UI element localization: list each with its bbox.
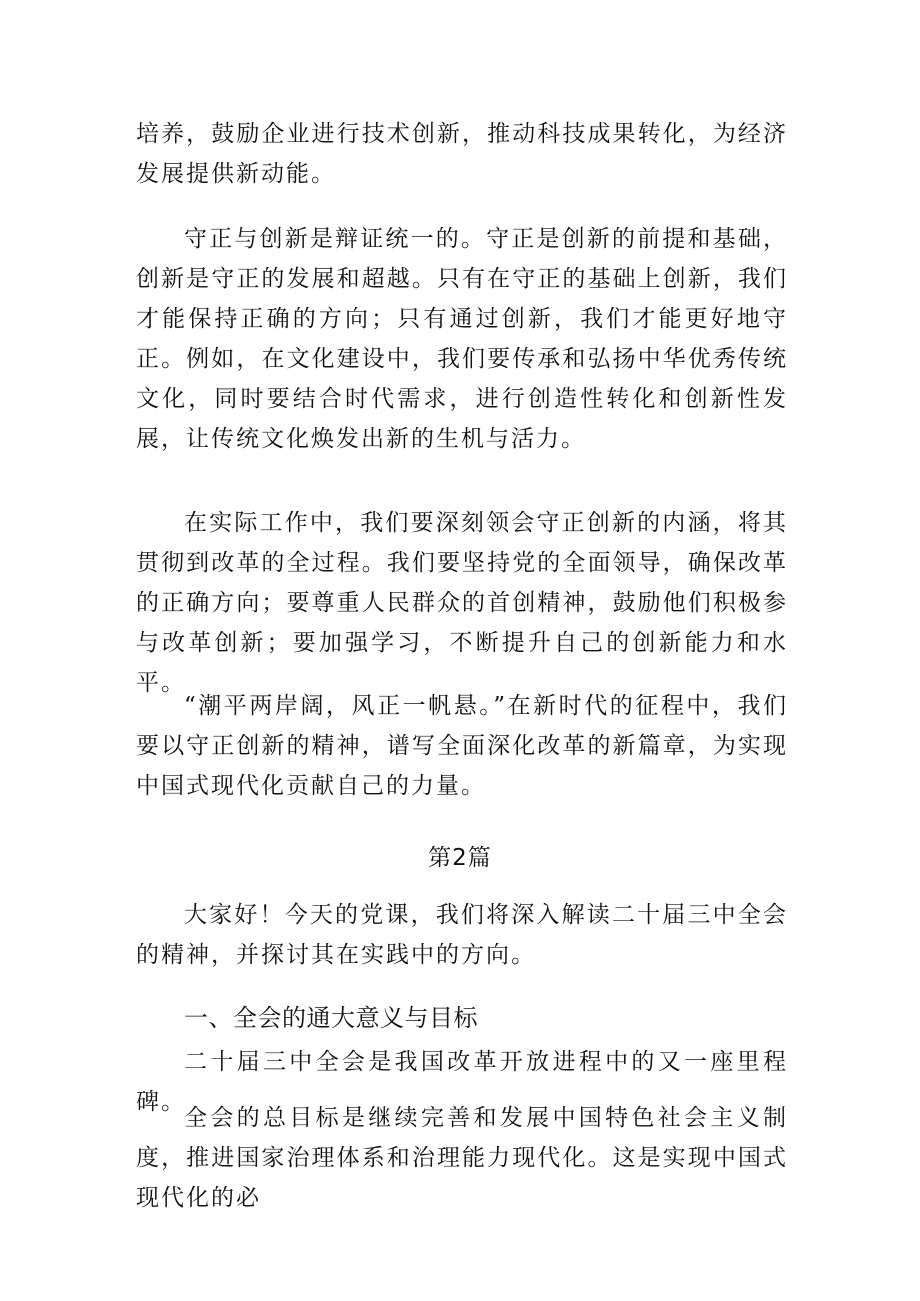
paragraph-quote: “潮平两岸阔，风正一帆悬。”在新时代的征程中，我们要以守正创新的精神，谱写全面深化改革的新篇章，为实现中国式现代化贡献自己的力量。: [136, 693, 788, 799]
paragraph-greeting: 大家好！今天的党课，我们将深入解读二十届三中全会的精神，并探讨其在实践中的方向。: [136, 902, 788, 968]
paragraph-practice: 在实际工作中，我们要深刻领会守正创新的内涵，将其贯彻到改革的全过程。我们要坚持党的全面领导，确保改革的正确方向；要尊重人民群众的首创精神，鼓励他们积极参与改革创新；要加强学习，不断提升自己的创新能力和水平。: [136, 510, 788, 696]
paragraph-dialectic: 守正与创新是辩证统一的。守正是创新的前提和基础，创新是守正的发展和超越。只有在守正的基础上创新，我们才能保持正确的方向；只有通过创新，我们才能更好地守正。例如，在文化建设中，我们要传承和弘扬中华优秀传统文化，同时要结合时代需求，进行创造性转化和创新性发展，让传统文化焕发出新的生机与活力。: [136, 226, 788, 452]
section-heading: 一、全会的通大意义与目标: [184, 1004, 478, 1032]
paragraph-goal: 全会的总目标是继续完善和发展中国特色社会主义制度，推进国家治理体系和治理能力现代化。这是实现中国式现代化的必: [136, 1105, 788, 1211]
paragraph-milestone: 二十届三中全会是我国改革开放进程中的又一座里程碑。: [136, 1049, 788, 1115]
section-title: 第2篇: [428, 845, 492, 871]
paragraph-continuation: 培养，鼓励企业进行技术创新，推动科技成果转化，为经济发展提供新动能。: [136, 121, 788, 187]
